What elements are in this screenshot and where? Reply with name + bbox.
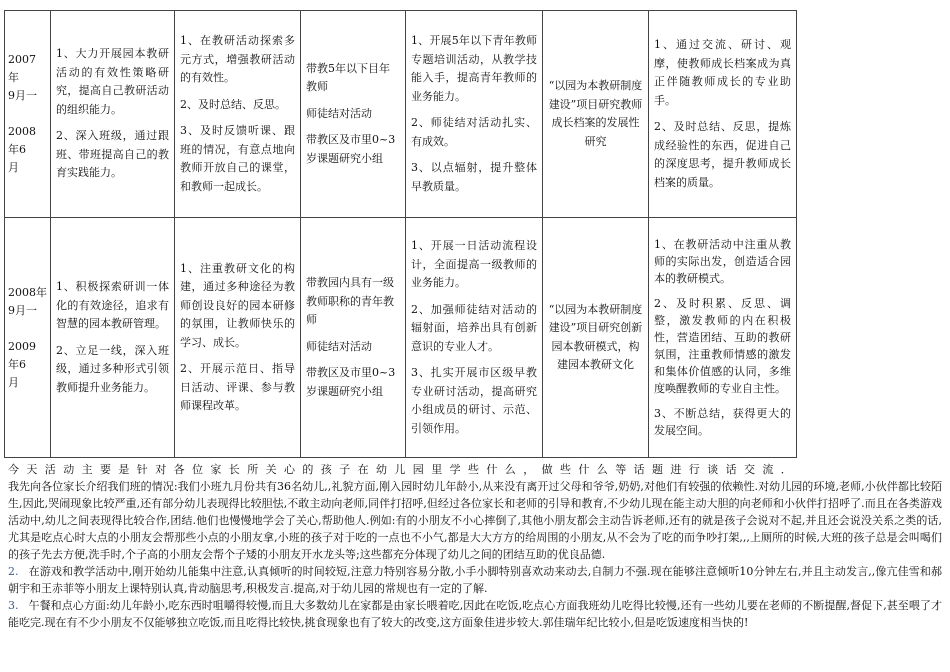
list-item xyxy=(8,563,942,597)
period-cell xyxy=(5,218,51,458)
item-number: 3. xyxy=(8,599,19,612)
culture-cell xyxy=(175,218,301,458)
outcomes-cell xyxy=(649,11,797,218)
goal-item: 1、大力开展园本教研活动的有效性策略研究，提高自己教研活动的组织能力。 xyxy=(56,47,169,116)
culture-item: 1、注重教研文化的构建，通过多种途径为教师创设良好的园本研修的氛围，让教师快乐的学习、成长。 xyxy=(180,261,295,349)
outcome-item: 1、在教研活动中注重从教师的实际出发，创造适合园本的教研模式。 xyxy=(654,238,791,285)
target-item: 师徒结对活动 xyxy=(306,106,372,120)
targets-cell xyxy=(301,11,406,218)
target-item: 带教区及市里0~3岁课题研究小组 xyxy=(306,366,396,398)
topic-text: “以园为本教研制度建设”项目研究教师成长档案的发展性研究 xyxy=(548,79,643,148)
outcome-item: 1、通过交流、研讨、观摩，使教师成长档案成为真正伴随教师成长的专业助手。 xyxy=(654,38,791,107)
period-text: 2007 年 9月一 2008 年6 月 xyxy=(8,53,37,174)
item-text: 午餐和点心方面:幼儿年龄小,吃东西时咀嚼得较慢,而且大多数幼儿在家都是由家长喂着吃,因此在吃饭,吃点心方面我班幼儿吃得比较慢,还有一些幼儿要在老师的不断提醒,督促下,甚至喂了才能吃完.现在有不少小朋友不仅能够独立吃饭,而且吃得比较快,挑食现象也有了较大的改变,这方面象佳进步较大.郭佳瑞年纪比较小,但是吃饭速度相当快的! xyxy=(8,599,942,629)
culture-cell xyxy=(175,11,301,218)
outcome-item: 2、及时积累、反思、调整，激发教师的内在积极性，营造团结、互助的教研氛围，注重教师情感的激发和集体价值感的认同，多维度唤醒教师的专业自主性。 xyxy=(654,297,791,395)
target-item: 带教5年以下目年教师 xyxy=(306,61,390,94)
intro-body: 我先向各位家长介绍我们班的情况:我们小班九月份共有36名幼儿,,礼貌方面,刚入园时幼儿年龄小,从来没有离开过父母和爷爷,奶奶,对他们有较强的依赖性.对幼儿园的环境,老师,小伙伴都比较陌生,因此,哭闹现象比较严重,还有部分幼儿表现得比较胆怯,不敢主动向老师,同伴打招呼,但经过各位家长和老师的引导和教育,不少幼儿现在能主动大胆的向老师和小伙伴打招呼了.而且在各类游戏活动中,幼儿之间表现得比较合作,团结.他们也慢慢地学会了关心,帮助他人.例如:有的小朋友不小心摔倒了,其他小朋友都会主动告诉老师,还有的就是孩子会说对不起,并且还会说没关系之类的话,尤其是吃点心时大点的小朋友会帮那些小点的小朋友拿,小班的孩子对于吃的一点也不小气,都是大大方方的给周围的小朋友,从不会为了吃的而争吵打架,,,上厕所的时候,大班的孩子总是会叫喝们的孩子先去方便,洗手时,个子高的小朋友会帮个子矮的小朋友开水龙头等;这些都充分体现了幼儿之间的团结互助的优良品德. xyxy=(8,480,942,561)
intro-first-line: 今天活动主要是针对各位家长所关心的孩子在幼儿园里学些什么，做些什么等话题进行谈话交流． xyxy=(8,463,800,476)
measure-item: 1、开展5年以下青年教师专题培训活动，从教学技能入手，提高青年教师的业务能力。 xyxy=(411,34,537,103)
measure-item: 2、师徒结对活动扎实、有成效。 xyxy=(411,116,537,148)
measure-item: 2、加强师徒结对活动的辐射面，培养出具有创新意识的专业人才。 xyxy=(411,302,537,353)
measure-item: 3、扎实开展市区级早教专业研讨活动，提高研究小组成员的研讨、示范、引领作用。 xyxy=(411,366,537,435)
period-text: 2008年 9月一 2009 年6 月 xyxy=(8,285,47,389)
goal-item: 1、积极探索研训一体化的有效途径，追求有智慧的园本教研管理。 xyxy=(56,280,169,330)
measure-item: 3、以点辐射，提升整体早教质量。 xyxy=(411,161,537,193)
goal-item: 2、立足一线，深入班级，通过多种形式引领教师提升业务能力。 xyxy=(56,343,169,394)
list-item xyxy=(8,597,942,631)
culture-item: 2、及时总结、反思。 xyxy=(180,97,286,111)
outcome-item: 3、不断总结，获得更大的发展空间。 xyxy=(654,407,791,437)
target-item: 带教区及市里0~3岁课题研究小组 xyxy=(306,133,396,165)
target-item: 带教园内具有一级教师职称的青年教师 xyxy=(306,276,394,326)
outcome-item: 2、及时总结、反思，提炼成经验性的东西，促进自己的深度思考，提升教师成长档案的质量。 xyxy=(654,120,791,189)
goals-cell xyxy=(51,218,175,458)
outcomes-cell xyxy=(649,218,797,458)
intro-paragraph xyxy=(8,461,942,563)
measures-cell xyxy=(406,218,543,458)
body-text xyxy=(8,461,942,631)
table-row xyxy=(5,11,797,218)
table-row xyxy=(5,218,797,458)
culture-item: 2、开展示范日、指导日活动、评课、参与教师课程改革。 xyxy=(180,362,295,412)
item-number: 2. xyxy=(8,565,19,578)
goals-cell xyxy=(51,11,175,218)
topic-cell xyxy=(543,218,649,458)
plan-table xyxy=(4,10,797,458)
culture-item: 3、及时反馈听课、跟班的情况，有意点地向教师开放自己的课堂，和教师一起成长。 xyxy=(180,124,295,193)
measures-cell xyxy=(406,11,543,218)
topic-text: “以园为本教研制度建设”项目研究创新园本教研模式，构建园本教研文化 xyxy=(548,302,643,371)
period-cell xyxy=(5,11,51,218)
target-item: 师徒结对活动 xyxy=(306,339,372,353)
topic-cell xyxy=(543,11,649,218)
measure-item: 1、开展一日活动流程设计，全面提高一级教师的业务能力。 xyxy=(411,239,537,289)
goal-item: 2、深入班级，通过跟班、带班提高自己的教育实践能力。 xyxy=(56,129,169,180)
item-text: 在游戏和教学活动中,刚开始幼儿能集中注意,认真倾听的时间较短,注意力特别容易分散,小手小脚特别喜欢动来动去,自制力不强.现在能够注意倾听10分钟左右,并且主动发言,,像亢佳雪和郝朝宇和王赤菲等小朋友上课特别认真,肯动脑思考,积极发言.提高,对于幼儿园的常规也有一定的了解. xyxy=(8,565,942,595)
targets-cell xyxy=(301,218,406,458)
culture-item: 1、在教研活动探索多元方式，增强教研活动的有效性。 xyxy=(180,34,295,84)
